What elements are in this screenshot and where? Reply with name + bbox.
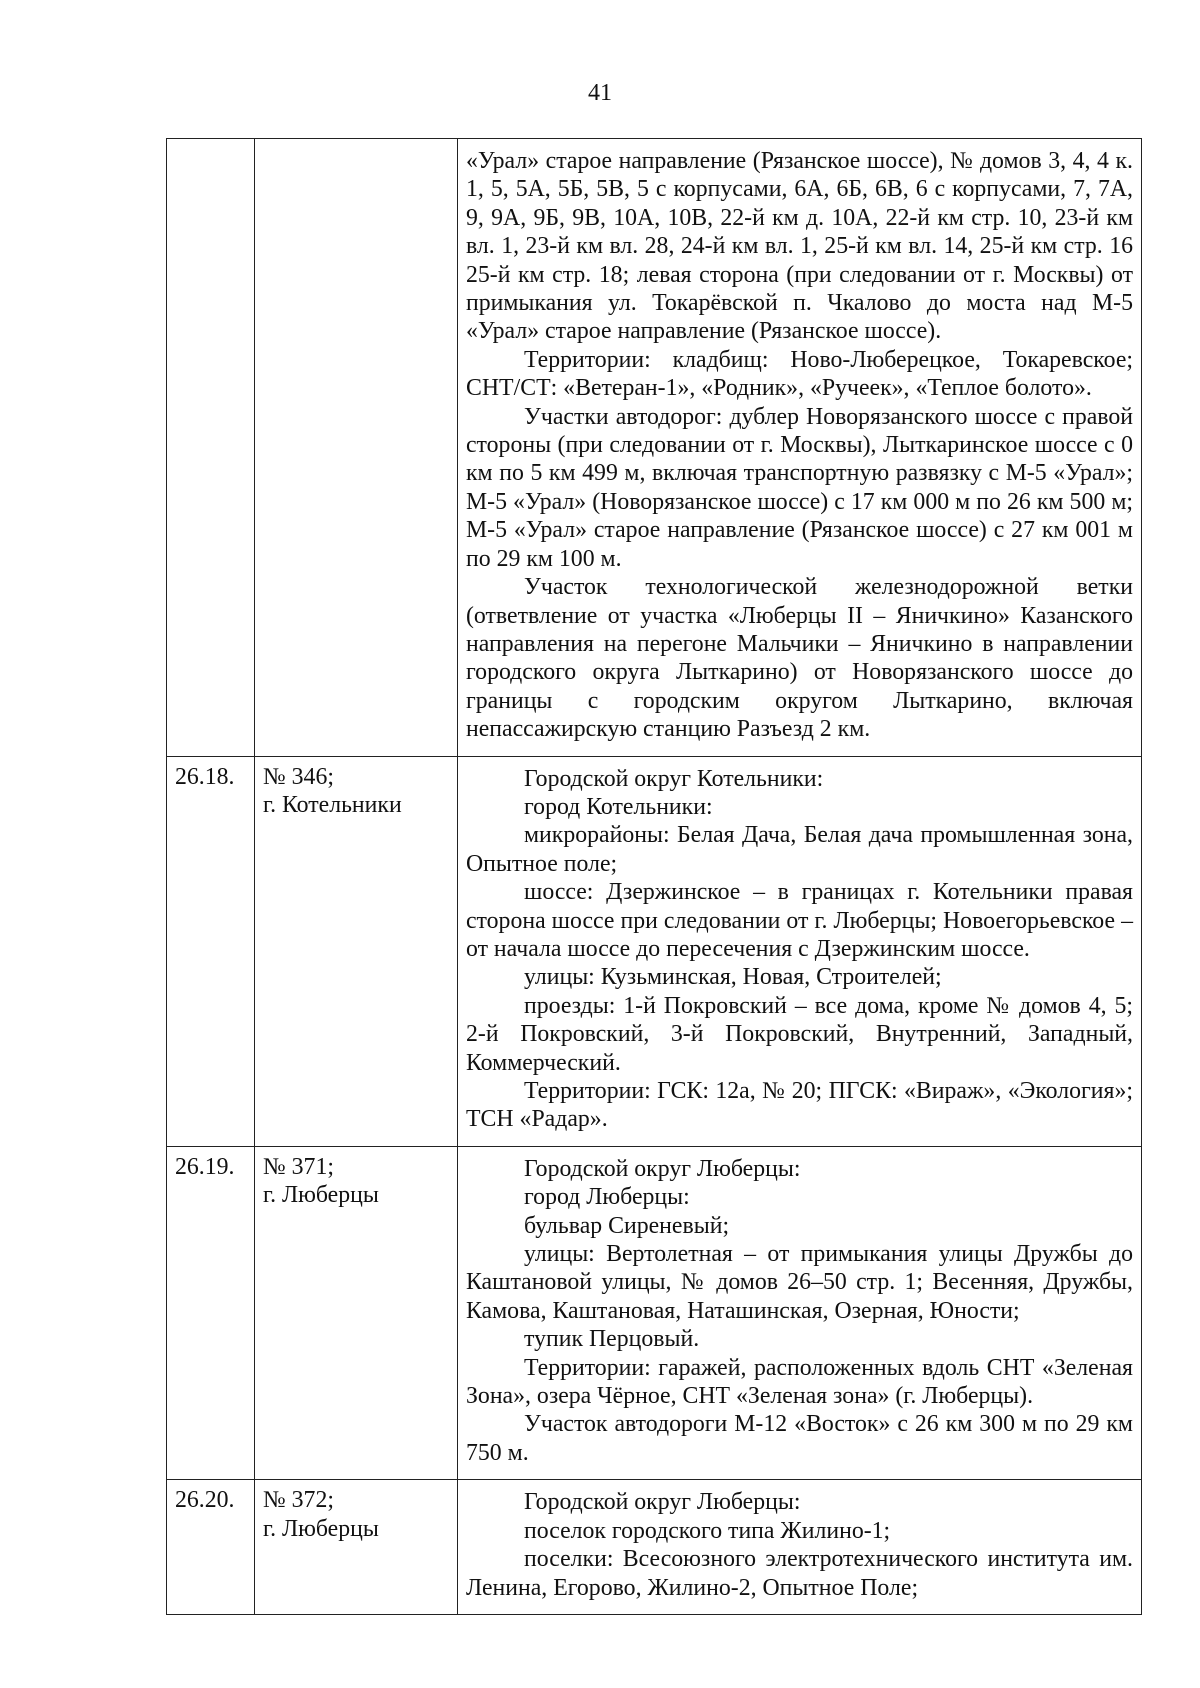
- description-paragraph: поселки: Всесоюзного электротехнического института им. Ленина, Егорово, Жилино-2, Опытное Поле;: [466, 1546, 1133, 1601]
- page-number: 41: [588, 80, 612, 106]
- description-paragraph: «Урал» старое направление (Рязанское шоссе), № домов 3, 4, 4 к. 1, 5, 5А, 5Б, 5В, 5 с корпусами, 6А, 6Б, 6В, 6 с корпусами, 7, 7А, 9, 9А, 9Б, 9В, 10А, 10В, 22-й км д. 10А, 22-й км стр. 10, 23-й км вл. 1, 23-й км вл. 28, 24-й км вл. 1, 25-й км вл. 14, 25-й км стр. 16 25-й км стр. 18; левая сторона (при следовании от г. Москвы) от примыкания ул. Токарёвской п. Чкалово до моста над М-5 «Урал» старое направление (Рязанское шоссе).: [466, 148, 1133, 345]
- station-cell: [255, 1146, 458, 1479]
- description-paragraph: Участок автодороги М-12 «Восток» с 26 км 300 м по 29 км 750 м.: [466, 1411, 1133, 1466]
- description-paragraph: улицы: Вертолетная – от примыкания улицы Дружбы до Каштановой улицы, № домов 26–50 стр. 1; Весенняя, Дружбы, Камова, Каштановая, Наташинская, Озерная, Юности;: [466, 1241, 1133, 1324]
- description-paragraph: Территории: ГСК: 12а, № 20; ПГСК: «Вираж», «Экология»; ТСН «Радар».: [466, 1078, 1133, 1133]
- description-paragraph: Городской округ Котельники:: [524, 765, 824, 792]
- station-number: № 346;: [263, 763, 334, 790]
- description-paragraph: проезды: 1-й Покровский – все дома, кроме № домов 4, 5; 2-й Покровский, 3-й Покровский, Внутренний, Западный, Коммерческий.: [466, 992, 1133, 1076]
- description-paragraph: микрорайоны: Белая Дача, Белая дача промышленная зона, Опытное поле;: [466, 822, 1133, 877]
- description-paragraph: Городской округ Люберцы:: [524, 1155, 801, 1182]
- description-paragraph: тупик Перцовый.: [524, 1326, 700, 1353]
- description-cell: [458, 1146, 1142, 1479]
- description-paragraph: Территории: гаражей, расположенных вдоль СНТ «Зеленая Зона», озера Чёрное, СНТ «Зеленая зона» (г. Люберцы).: [466, 1354, 1133, 1410]
- table-row-26-19: [167, 1146, 1142, 1479]
- row-number: 26.19.: [167, 1146, 255, 1479]
- number-cell: [167, 139, 255, 757]
- station-place: г. Люберцы: [263, 1515, 379, 1542]
- description-paragraph: Участок технологической железнодорожной ветки (ответвление от участка «Люберцы II – Яничкино» Казанского направления на перегоне Мальчики – Яничкино в направлении городского округа Лыткарино) от Новорязанского шоссе до границы с городским округом Лыткарино, включая непассажирскую станцию Разъезд 2 км.: [466, 574, 1133, 743]
- table-row-26-18: [167, 756, 1142, 1146]
- description-paragraph: шоссе: Дзержинское – в границах г. Котельники правая сторона шоссе при следовании от г. Люберцы; Новоегорьевское – от начала шоссе до пересечения с Дзержинским шоссе.: [466, 879, 1133, 962]
- description-paragraph: улицы: Кузьминская, Новая, Строителей;: [524, 964, 942, 991]
- description-paragraph: Городской округ Люберцы:: [524, 1489, 801, 1516]
- station-number: № 372;: [263, 1487, 334, 1514]
- station-cell: [255, 756, 458, 1146]
- station-number: № 371;: [263, 1153, 334, 1180]
- description-paragraph: бульвар Сиреневый;: [524, 1212, 730, 1239]
- station-cell: [255, 139, 458, 757]
- description-cell: [458, 139, 1142, 757]
- description-paragraph: Участки автодорог: дублер Новорязанского шоссе с правой стороны (при следовании от г. Москвы), Лыткаринское шоссе с 0 км по 5 км 499 м, включая транспортную развязку с М-5 «Урал»; М-5 «Урал» (Новорязанское шоссе) с 17 км 000 м по 26 км 500 м; М-5 «Урал» старое направление (Рязанское шоссе) с 27 км 001 м по 29 км 100 м.: [466, 403, 1133, 572]
- description-paragraph: город Люберцы:: [524, 1184, 690, 1211]
- station-place: г. Котельники: [263, 791, 402, 818]
- description-paragraph: поселок городского типа Жилино-1;: [524, 1517, 891, 1544]
- table-row-continuation: [167, 139, 1142, 757]
- station-place: г. Люберцы: [263, 1182, 379, 1209]
- station-cell: [255, 1480, 458, 1615]
- description-paragraph: город Котельники:: [524, 793, 713, 820]
- description-cell: [458, 1480, 1142, 1615]
- description-paragraph: Территории: кладбищ: Ново-Люберецкое, Токаревское; СНТ/СТ: «Ветеран-1», «Родник», «Ручеек», «Теплое болото».: [466, 346, 1133, 402]
- table-row-26-20: [167, 1480, 1142, 1615]
- row-number: 26.20.: [167, 1480, 255, 1615]
- description-cell: [458, 756, 1142, 1146]
- districts-table: [166, 138, 1142, 1615]
- row-number: 26.18.: [167, 756, 255, 1146]
